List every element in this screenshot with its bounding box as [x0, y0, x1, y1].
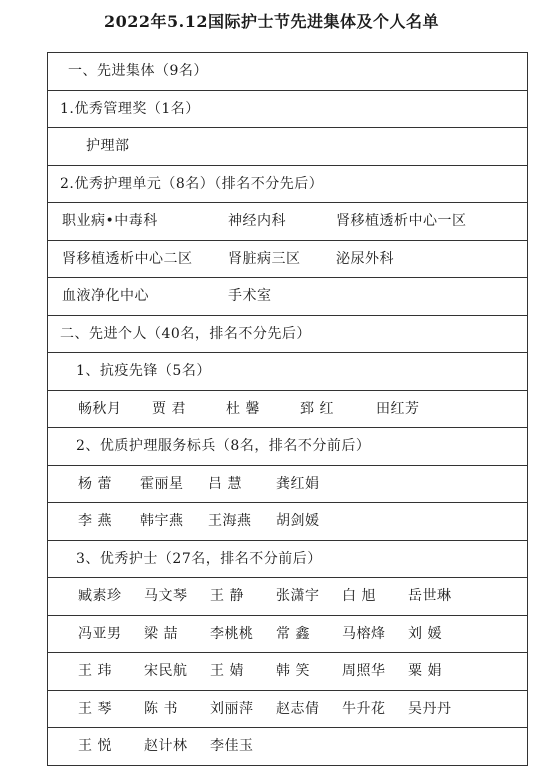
table-row	[48, 53, 528, 91]
table-row	[48, 390, 528, 428]
table-row	[48, 615, 528, 653]
list-item: 二、先进个人（40名，排名不分先后）	[60, 325, 311, 342]
list-item: 王 玮	[78, 663, 112, 680]
row-content	[48, 691, 527, 728]
table-row	[48, 278, 528, 316]
table-cell	[48, 465, 528, 503]
list-item: 肾移植透析中心一区	[336, 213, 467, 230]
row-content	[48, 278, 527, 315]
list-item: 1.优秀管理奖（1名）	[60, 100, 200, 117]
list-item: 王 静	[210, 588, 244, 605]
row-content	[48, 128, 527, 165]
list-item: 常 鑫	[276, 625, 310, 642]
table-cell	[48, 428, 528, 466]
list-item: 周照华	[342, 663, 386, 680]
table-cell	[48, 390, 528, 428]
table-cell	[48, 578, 528, 616]
table-row	[48, 203, 528, 241]
table-cell	[48, 615, 528, 653]
list-item: 粟 娟	[408, 663, 442, 680]
list-item: 一、先进集体（9名）	[68, 63, 208, 80]
table-cell	[48, 203, 528, 241]
list-item: 张潇宇	[276, 588, 320, 605]
list-item: 李佳玉	[210, 738, 254, 755]
list-item: 霍丽星	[140, 475, 184, 492]
table-row	[48, 428, 528, 466]
list-item: 王 悦	[78, 738, 112, 755]
list-item: 冯亚男	[78, 625, 122, 642]
list-item: 泌尿外科	[336, 250, 394, 267]
table-row	[48, 540, 528, 578]
table-row	[48, 465, 528, 503]
table-row	[48, 90, 528, 128]
list-item: 韩宇燕	[140, 513, 184, 530]
row-content	[48, 578, 527, 615]
list-item: 马榕烽	[342, 625, 386, 642]
table-cell	[48, 690, 528, 728]
list-item: 贾 君	[152, 400, 186, 417]
table-row	[48, 578, 528, 616]
list-item: 3、优秀护士（27名，排名不分前后）	[76, 550, 322, 567]
table-cell	[48, 540, 528, 578]
table-row	[48, 353, 528, 391]
row-content	[48, 166, 527, 203]
row-content	[48, 466, 527, 503]
list-item: 臧素珍	[78, 588, 122, 605]
document-title: 2022年5.12国际护士节先进集体及个人名单	[103, 12, 439, 31]
table-row	[48, 690, 528, 728]
table-cell	[48, 278, 528, 316]
list-item: 护理部	[86, 138, 130, 155]
list-item: 李 燕	[78, 513, 112, 530]
list-item: 肾移植透析中心二区	[62, 250, 193, 267]
row-content	[48, 541, 527, 578]
list-item: 田红芳	[376, 400, 420, 417]
list-item: 白 旭	[342, 588, 376, 605]
table-cell	[48, 165, 528, 203]
table-row	[48, 240, 528, 278]
list-item: 王海燕	[208, 513, 252, 530]
table-cell	[48, 503, 528, 541]
list-item: 梁 喆	[144, 625, 178, 642]
list-item: 赵志倩	[276, 700, 320, 717]
row-content	[48, 241, 527, 278]
row-content	[48, 353, 527, 390]
table-cell	[48, 315, 528, 353]
list-item: 马文琴	[144, 588, 188, 605]
list-item: 宋民航	[144, 663, 188, 680]
table-cell	[48, 90, 528, 128]
table-cell	[48, 653, 528, 691]
row-content	[48, 428, 527, 465]
list-item: 1、抗疫先锋（5名）	[76, 363, 211, 380]
table-row	[48, 315, 528, 353]
list-item: 刘 媛	[408, 625, 442, 642]
row-content	[48, 91, 527, 128]
row-content	[48, 203, 527, 240]
list-item: 王 婧	[210, 663, 244, 680]
list-item: 郅 红	[300, 400, 334, 417]
table-row	[48, 503, 528, 541]
row-content	[48, 653, 527, 690]
table-cell	[48, 53, 528, 91]
list-item: 2、优质护理服务标兵（8名，排名不分前后）	[76, 438, 371, 455]
row-content	[48, 503, 527, 540]
table-row	[48, 728, 528, 766]
list-item: 2.优秀护理单元（8名）（排名不分先后）	[60, 175, 324, 192]
list-item: 畅秋月	[78, 400, 122, 417]
row-content	[48, 391, 527, 428]
list-item: 神经内科	[228, 213, 286, 230]
row-content	[48, 616, 527, 653]
list-item: 王 琴	[78, 700, 112, 717]
list-item: 龚红娟	[276, 475, 320, 492]
list-item: 职业病•中毒科	[62, 213, 158, 230]
table-row	[48, 165, 528, 203]
honor-list-table	[47, 52, 528, 766]
list-item: 韩 笑	[276, 663, 310, 680]
table-cell	[48, 240, 528, 278]
table-cell	[48, 128, 528, 166]
row-content	[48, 53, 527, 90]
list-item: 肾脏病三区	[228, 250, 301, 267]
list-item: 陈 书	[144, 700, 178, 717]
list-item: 杜 馨	[226, 400, 260, 417]
list-item: 李桃桃	[210, 625, 254, 642]
list-item: 刘丽萍	[210, 700, 254, 717]
list-item: 杨 蕾	[78, 475, 112, 492]
list-item: 吕 慧	[208, 475, 242, 492]
table-cell	[48, 728, 528, 766]
table-row	[48, 128, 528, 166]
row-content	[48, 728, 527, 765]
list-item: 手术室	[228, 288, 272, 305]
list-item: 赵计林	[144, 738, 188, 755]
table-row	[48, 653, 528, 691]
list-item: 岳世琳	[408, 588, 452, 605]
table-cell	[48, 353, 528, 391]
list-item: 胡剑媛	[276, 513, 320, 530]
list-item: 牛升花	[342, 700, 386, 717]
list-item: 吴丹丹	[408, 700, 452, 717]
list-item: 血液净化中心	[62, 288, 149, 305]
row-content	[48, 316, 527, 353]
